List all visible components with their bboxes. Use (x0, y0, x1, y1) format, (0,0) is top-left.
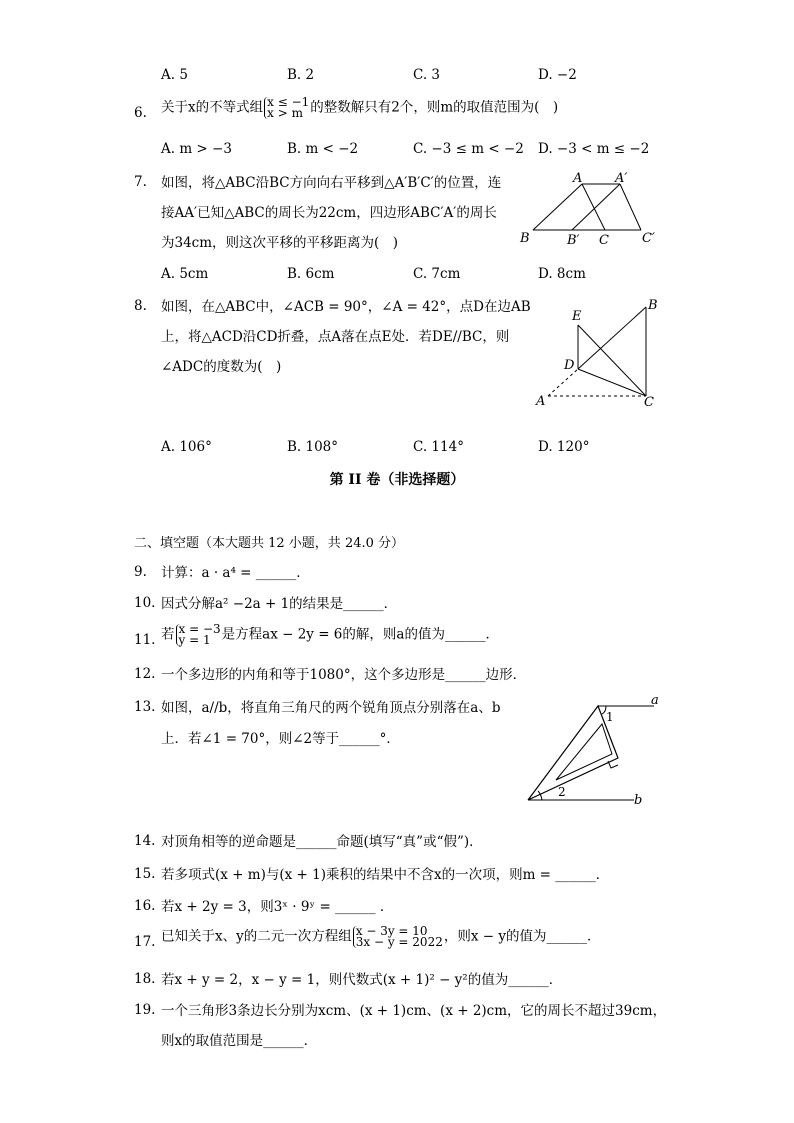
q19-line-1: 一个三角形3条边长分别为xcm、(x + 1)cm、(x + 2)cm，它的周长不超过39cm， (161, 1003, 667, 1019)
q9-number: 9. (134, 564, 147, 580)
q8-option-d: D. 120° (538, 439, 590, 455)
q13-label-1: 1 (606, 710, 614, 724)
q8-line-db (578, 307, 646, 369)
q7-line-1: 如图，将△ABC沿BC方向向右平移到△A′B′C′的位置，连 (161, 175, 502, 191)
q10-number: 10. (134, 595, 156, 611)
q7-option-b: B. 6cm (287, 266, 335, 282)
q19-line-2: 则x的取值范围是______． (161, 1033, 318, 1049)
q8-label-e: E (572, 309, 582, 324)
q8-label-a: A (536, 394, 546, 409)
q8-line-3: ∠ADC的度数为( ) (161, 359, 282, 375)
q8-line-1: 如图，在△ABC中，∠ACB = 90°，∠A = 42°，点D在边AB (161, 299, 531, 315)
q5-option-b: B. 2 (287, 67, 315, 83)
q7-label-c: C (599, 233, 609, 248)
q13-label-2: 2 (558, 785, 566, 799)
q6-post: 的整数解只有2个，则m的取值范围为( ) (310, 99, 559, 116)
section-2-heading: 二、填空题（本大题共 12 小题，共 24.0 分） (134, 536, 405, 551)
q13-label-a: a (651, 693, 659, 708)
q8-label-b: B (648, 298, 658, 313)
q5-option-a: A. 5 (161, 67, 188, 83)
q17-system: x − 3y = 10 3x − y = 2022 (353, 926, 443, 948)
q13-number: 13. (134, 699, 156, 715)
q8-line-2: 上，将△ACD沿CD折叠，点A落在点E处．若DE//BC，则 (161, 329, 510, 345)
q11-stem (161, 624, 499, 646)
q7-line-2: 接AA′已知△ABC的周长为22cm，四边形ABC′A′的周长 (161, 205, 497, 221)
q11-system: x = −3 y = 1 (176, 624, 221, 646)
q8-number: 8. (134, 298, 147, 314)
q14-text: 对顶角相等的逆命题是______命题(填写“真”或“假”)． (161, 834, 483, 850)
q7-label-c1: C′ (642, 231, 655, 246)
q8-fold-figure (530, 295, 670, 415)
q13-line-1: 如图，a//b，将直角三角尺的两个锐角顶点分别落在a、b (161, 700, 501, 716)
q7-label-a1: A′ (615, 171, 628, 186)
q7-label-b1: B′ (567, 233, 580, 248)
q9-text: 计算：a · a⁴ = ______． (161, 565, 310, 581)
q8-label-c: C (644, 395, 654, 410)
q16-text: 若x + 2y = 3，则3ˣ · 9ʸ = ______ ． (161, 899, 394, 915)
q10-text: 因式分解a² −2a + 1的结果是______． (161, 596, 398, 612)
q6-pre: 关于x的不等式组 (161, 99, 264, 116)
q8-label-d: D (564, 358, 575, 373)
q12-number: 12. (134, 666, 156, 682)
q8-option-b: B. 108° (287, 439, 339, 455)
q6-system: x ≤ −1 x > m (264, 97, 309, 119)
q6-stem (161, 97, 558, 119)
q8-line-dc (578, 369, 646, 396)
q5-option-d: D. −2 (538, 67, 577, 83)
q6-option-b: B. m < −2 (287, 141, 359, 157)
q15-number: 15. (134, 866, 156, 882)
q17-pre: 已知关于x、y的二元一次方程组 (161, 928, 352, 945)
q6-option-c: C. −3 ≤ m < −2 (413, 141, 524, 157)
q19-number: 19. (134, 1002, 156, 1018)
q13-line-2: 上．若∠1 = 70°，则∠2等于______°． (161, 731, 400, 747)
q16-number: 16. (134, 898, 156, 914)
q7-option-d: D. 8cm (538, 266, 586, 282)
q15-text: 若多项式(x + m)与(x + 1)乘积的结果中不含x的一次项，则m = ______． (161, 867, 610, 883)
part-2-title: 第 II 卷（非选择题） (329, 472, 465, 488)
q13-label-b: b (634, 793, 643, 808)
q5-option-c: C. 3 (413, 67, 441, 83)
q7-line-ac (582, 184, 605, 230)
q17-post: ，则x − y的值为______． (443, 928, 601, 945)
q6-option-a: A. m > −3 (161, 141, 232, 157)
q8-option-c: C. 114° (413, 439, 464, 455)
q8-line-ad-dashed (548, 369, 578, 396)
q7-number: 7. (134, 174, 147, 190)
q6-number: 6. (134, 105, 147, 121)
q7-label-b: B (520, 231, 530, 246)
q12-text: 一个多边形的内角和等于1080°，这个多边形是______边形． (161, 667, 527, 683)
q7-label-a: A (573, 171, 583, 186)
q14-number: 14. (134, 833, 156, 849)
q7-option-a: A. 5cm (161, 266, 209, 282)
q13-outer-triangle (528, 706, 618, 800)
q7-line-ba (533, 184, 582, 230)
q17-number: 17. (134, 934, 156, 950)
q7-line-b1a1 (572, 184, 620, 230)
q18-number: 18. (134, 971, 156, 987)
q13-set-square-figure (520, 692, 670, 812)
q7-line-a1c1 (620, 184, 641, 230)
q18-text: 若x + y = 2，x − y = 1，则代数式(x + 1)² − y²的值为______． (161, 972, 563, 988)
q6-option-d: D. −3 < m ≤ −2 (538, 141, 650, 157)
q17-stem (161, 926, 600, 948)
q11-pre: 若 (161, 626, 175, 643)
q7-option-c: C. 7cm (413, 266, 461, 282)
q11-post: 是方程ax − 2y = 6的解，则a的值为______． (221, 626, 499, 643)
q11-number: 11. (134, 632, 156, 648)
q8-option-a: A. 106° (161, 439, 212, 455)
q7-translation-figure (515, 172, 665, 252)
q8-line-ec (578, 325, 646, 396)
q7-line-3: 为34cm，则这次平移的平移距离为( ) (161, 235, 399, 251)
